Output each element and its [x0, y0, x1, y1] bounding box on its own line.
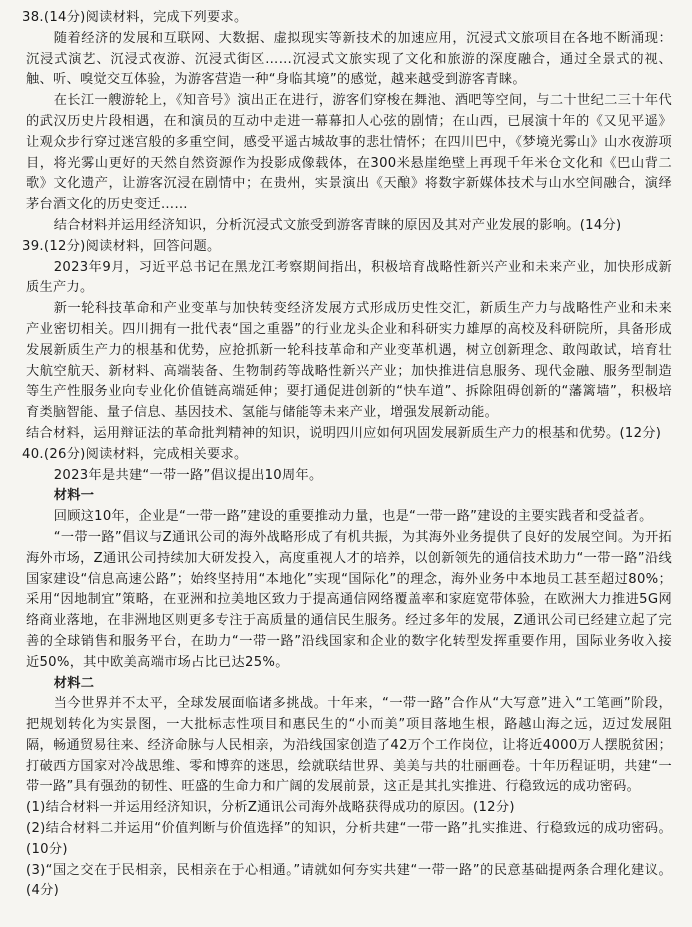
- q40-subquestion-2: (2)结合材料二并运用“价值判断与价值选择”的知识，分析共建“一带一路”扎实推进、行稳致远的成功密码。(10分): [26, 821, 672, 857]
- q40-subquestion-1: (1)结合材料一并运用经济知识，分析Z通讯公司海外战略获得成功的原因。(12分): [26, 800, 515, 816]
- q38-task: 结合材料并运用经济知识，分析沉浸式文旅受到游客青睐的原因及其对产业发展的影响。(14分): [53, 217, 622, 233]
- q40-heading: 40.(26分)阅读材料，完成相关要求。: [22, 446, 248, 462]
- q38-paragraph-1: 随着经济的发展和互联网、大数据、虚拟现实等新技术的加速应用，沉浸式文旅项目在各地不断涌现：沉浸式演艺、沉浸式夜游、沉浸式街区……沉浸式文旅实现了文化和旅游的深度融合，通过全景式的视、触、听、嗅觉交互体验，为游客营造一种“身临其境”的感觉，越来越受到游客青睐。: [26, 30, 672, 88]
- material-1-title: 材料一: [53, 488, 95, 504]
- q39-paragraph-2: 新一轮科技革命和产业变革与加快转变经济发展方式形成历史性交汇，新质生产力与战略性产业和未来产业密切相关。四川拥有一批代表“国之重器”的行业龙头企业和科研实力雄厚的高校及科研院所，具备形成发展新质生产力的根基和优势，应抢抓新一轮科技革命和产业变革机遇，树立创新理念、敢闯敢试，培育壮大航空航天、新材料、高端装备、生物制药等战略性新兴产业；加快推进信息服务、现代金融、服务型制造等生产性服务业向专业化价值链高端延伸；要打通促进创新的“快车道”、拆除阻碍创新的“藩篱墙”，积极培育类脑智能、量子信息、基因技术、氢能与储能等未来产业，增强发展新动能。: [26, 301, 672, 421]
- q38-heading: 38.(14分)阅读材料，完成下列要求。: [22, 10, 248, 25]
- material-2-title: 材料二: [53, 675, 95, 691]
- material-1-paragraph-2: “一带一路”倡议与Z通讯公司的海外战略形成了有机共振，为其海外业务提供了良好的发展空间。为开拓海外市场，Z通讯公司持续加大研发投入，高度重视人才的培养，以创新领先的通信技术助力“一带一路”沿线国家建设“信息高速公路”；始终坚持用“本地化”实现“国际化”的理念，海外业务中本地员工甚至超过80%；采用“因地制宜”策略，在亚洲和拉美地区致力于提高通信网络覆盖率和家庭宽带体验，在欧洲大力推进5G网络商业落地，在非洲地区则更多专注于高质量的通信民生服务。经过多年的发展，Z通讯公司已经建立起了完善的全球销售和服务平台，在助力“一带一路”沿线国家和企业的数字化转型发挥重要作用，国际业务收入接近50%，其中欧美高端市场占比已达25%。: [26, 529, 672, 670]
- q40-subquestion-3: (3)“国之交在于民相亲，民相亲在于心相通。”请就如何夯实共建“一带一路”的民意基础提两条合理化建议。(4分): [26, 862, 672, 899]
- q38-paragraph-2: 在长江一艘游轮上，《知音号》演出正在进行，游客们穿梭在舞池、酒吧等空间，与二十世纪二三十年代的武汉历史片段相遇，在和演员的互动中走进一幕幕扣人心弦的剧情；在山西，已展演十年的《又见平遥》让观众步行穿过迷宫般的多重空间，感受平遥古城故事的悲壮情怀；在四川巴中，《梦境光雾山》山水夜游项目，将光雾山更好的天然自然资源作为投影成像载体，在300米悬崖绝壁上再现千年米仓文化和《巴山背二歌》文化遗产，让游客沉浸在剧情中；在贵州，实景演出《天酿》将数字新媒体技术与山水空间融合，演绎茅台酒文化的历史变迁……: [26, 93, 672, 213]
- material-1-paragraph-1: 回顾这10年，企业是“一带一路”建设的重要推动力量，也是“一带一路”建设的主要实践者和受益者。: [53, 509, 653, 525]
- q40-intro: 2023年是共建“一带一路”倡议提出10周年。: [53, 467, 323, 483]
- q39-heading: 39.(12分)阅读材料，回答问题。: [22, 238, 221, 254]
- material-2-paragraph: 当今世界并不太平，全球发展面临诸多挑战。十年来，“一带一路”合作从“大写意”进入“工笔画”阶段，把规划转化为实景图，一大批标志性项目和惠民生的“小而美”项目落地生根，路越山海之远，迈过发展阻隔，畅通贸易往来、经济命脉与人民相亲，为沿线国家创造了42万个工作岗位，让将近4000万人摆脱贫困；打破西方国家对冷战思维、零和博弈的迷思，绘就联结世界、美美与共的壮丽画卷。十年历程证明，共建“一带一路”具有强劲的韧性、旺盛的生命力和广阔的发展前景，这正是其扎实推进、行稳致远的成功密码。: [26, 696, 672, 795]
- q39-paragraph-1: 2023年9月，习近平总书记在黑龙江考察期间指出，积极培育战略性新兴产业和未来产业，加快形成新质生产力。: [26, 259, 672, 296]
- q39-task: 结合材料，运用辩证法的革命批判精神的知识，说明四川应如何巩固发展新质生产力的根基和优势。(12分): [26, 425, 662, 441]
